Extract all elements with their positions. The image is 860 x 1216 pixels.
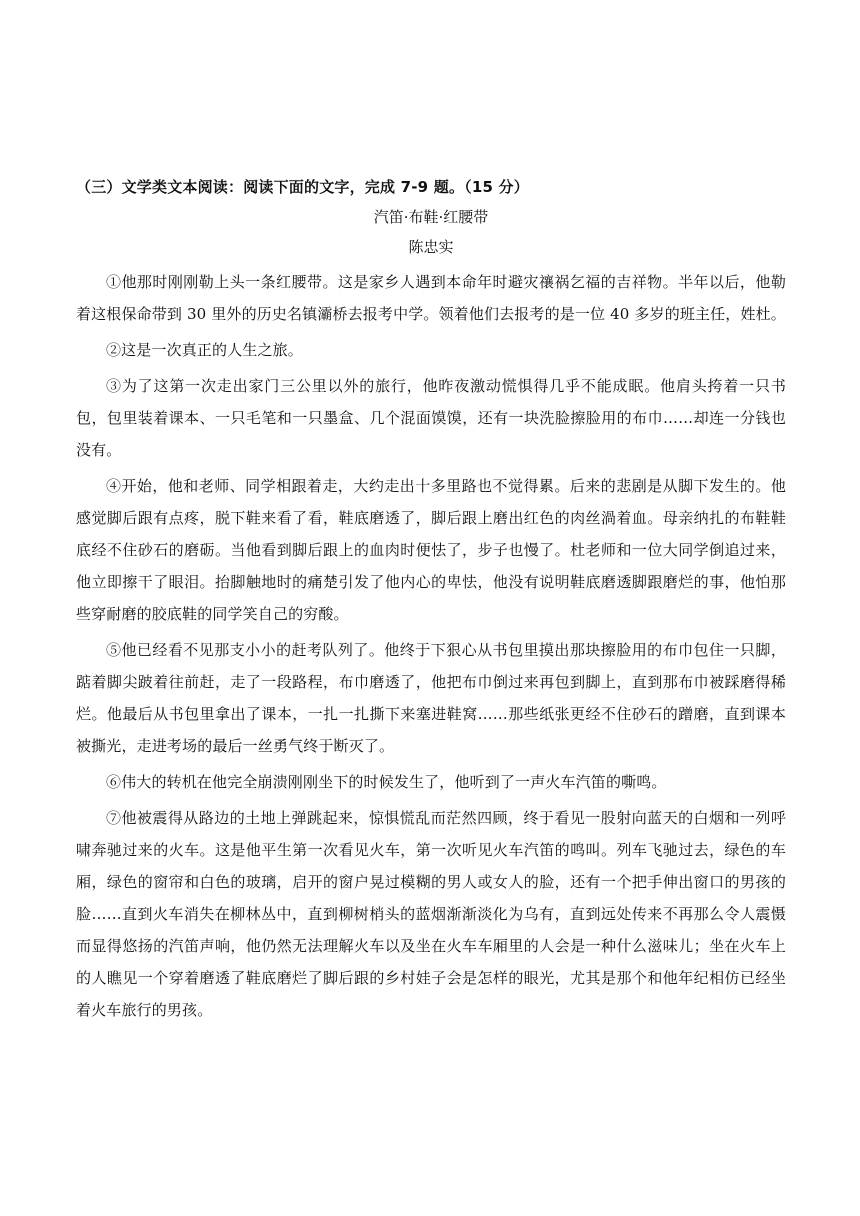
article-title: 汽笛·布鞋·红腰带: [373, 208, 489, 226]
paragraph-2: ②这是一次真正的人生之旅。: [106, 341, 303, 359]
paragraph-5: ⑤他已经看不见那支小小的赶考队列了。他终于下狠心从书包里摸出那块擦脸用的布巾包住一只脚，踮着脚尖跛着往前赶，走了一段路程，布巾磨透了，他把布巾倒过来再包到脚上，直到那布巾被踩磨得稀烂。他最后从书包里拿出了课本，一扎一扎撕下来塞进鞋窝……那些纸张更经不住砂石的蹭磨，直到课本被撕光，走进考场的最后一丝勇气终于断灭了。: [76, 641, 786, 755]
paragraph-4: ④开始，他和老师、同学相跟着走，大约走出十多里路也不觉得累。后来的悲剧是从脚下发生的。他感觉脚后跟有点疼，脱下鞋来看了看，鞋底磨透了，脚后跟上磨出红色的肉丝渦着血。母亲纳扎的布鞋鞋底经不住砂石的磨砺。当他看到脚后跟上的血肉时便怯了，步子也慢了。杜老师和一位大同学倒追过来，他立即擦干了眼泪。抬脚触地时的痛楚引发了他内心的卑怯，他没有说明鞋底磨透脚跟磨烂的事，他怕那些穿耐磨的胶底鞋的同学笑自己的穷酸。: [76, 477, 786, 623]
article-author: 陈忠实: [408, 238, 454, 256]
document-content: [76, 172, 786, 1030]
paragraph-6: ⑥伟大的转机在他完全崩溃刚刚坐下的时候发生了，他听到了一声火车汽笛的嘶鸣。: [106, 773, 667, 791]
section-heading: （三）文学类文本阅读：阅读下面的文字，完成 7-9 题。（15 分）: [76, 178, 529, 196]
paragraph-3: ③为了这第一次走出家门三公里以外的旅行，他昨夜激动慌惧得几乎不能成眠。他肩头挎着一只书包，包里装着课本、一只毛笔和一只墨盒、几个混面馍馍，还有一块洗脸擦脸用的布巾……却连一分钱也没有。: [76, 377, 786, 459]
paragraph-1: ①他那时刚刚勒上头一条红腰带。这是家乡人遇到本命年时避灾禳祸乞福的吉祥物。半年以后，他勒着这根保命带到 30 里外的历史名镇灞桥去报考中学。领着他们去报考的是一位 40 多岁的班主任，姓杜。: [76, 273, 786, 323]
paragraph-7: ⑦他被震得从路边的土地上弹跳起来，惊惧慌乱而茫然四顾，终于看见一股射向蓝天的白烟和一列呼啸奔驰过来的火车。这是他平生第一次看见火车，第一次听见火车汽笛的鸣叫。列车飞驰过去，绿色的车厢，绿色的窗帘和白色的玻璃，启开的窗户晃过模糊的男人或女人的脸，还有一个把手伸出窗口的男孩的脸……直到火车消失在柳林丛中，直到柳树梢头的蓝烟渐渐淡化为乌有，直到远处传来不再那么令人震慑而显得悠扬的汽笛声响，他仍然无法理解火车以及坐在火车车厢里的人会是一种什么滋味儿；坐在火车上的人瞧见一个穿着磨透了鞋底磨烂了脚后跟的乡村娃子会是怎样的眼光，尤其是那个和他年纪相仿已经坐着火车旅行的男孩。: [76, 809, 786, 1019]
